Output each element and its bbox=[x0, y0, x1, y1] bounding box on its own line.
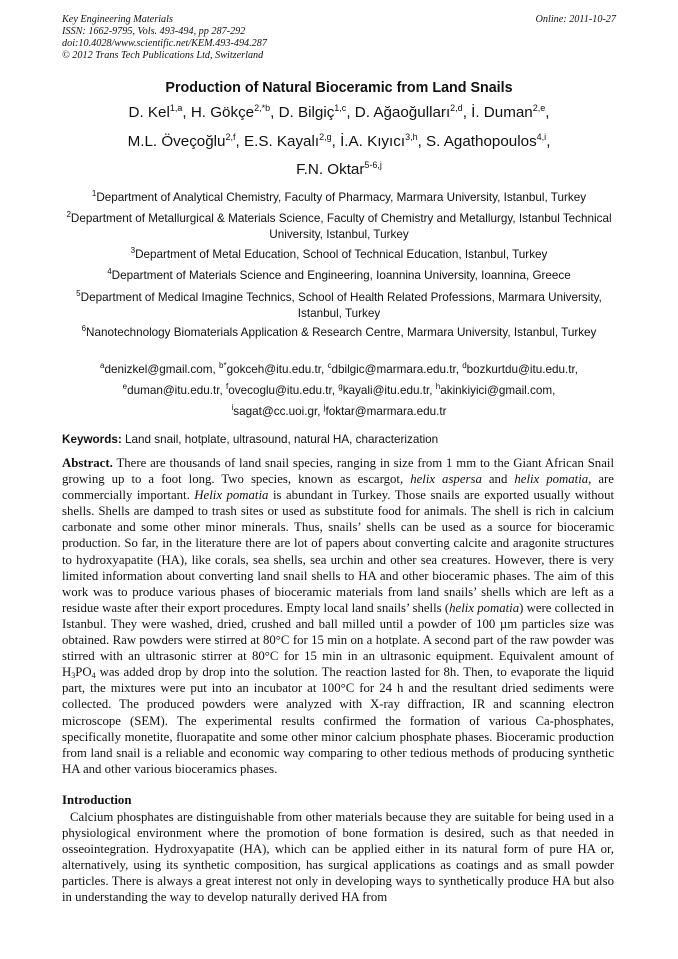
affiliation-text: Department of Materials Science and Engineering, Ioannina University, Ioannina, Greece bbox=[111, 269, 571, 282]
affiliation-text: Department of Analytical Chemistry, Faculty of Pharmacy, Marmara University, Istanbul, Turkey bbox=[96, 191, 587, 204]
online-date: Online: 2011-10-27 bbox=[535, 14, 616, 25]
author-name: H. Gökçe bbox=[190, 104, 255, 121]
email-sup: e bbox=[122, 382, 128, 391]
affiliation-2 bbox=[62, 211, 616, 242]
email-address[interactable]: gokceh@itu.edu.tr bbox=[226, 363, 321, 376]
email-sup: b* bbox=[219, 361, 227, 370]
email-address[interactable]: foktar@marmara.edu.tr bbox=[325, 405, 447, 418]
affiliation-sup: 6 bbox=[81, 324, 87, 333]
author-name: D. Kel bbox=[128, 104, 170, 121]
abstract-label: Abstract. bbox=[62, 456, 113, 470]
affiliation-4 bbox=[62, 268, 616, 284]
abstract-text: There are thousands of land snail species, ranging in size from 1 mm to the Giant African Snail growing up to a foot long. Two species, known as escargot, bbox=[62, 456, 614, 487]
journal-header bbox=[62, 14, 616, 62]
affiliation-6 bbox=[62, 325, 616, 341]
affiliation-1 bbox=[62, 190, 616, 206]
abstract-text: is abundant in Turkey. Those snails are exported usually without shells. Shells are damped to trash sites or used as substitute food for animals. The shell is rich in calcium carbonate and some other minor minerals. Thus, snails’ shells can be used as a source for bioceramic production. So far, in the literature there are lot of papers about converting calcite and aragonite structures to hydroxyapatite (HA), like corals, sea shells, sea urchin and other sea creatures. However, there is very limited information about converting land snail shells to HA and other bioceramic phases. The aim of this work was to produce various phases of bioceramic materials from land snails’ shells which are left as a residue waste after their export procedures. Empty local land snails’ shells ( bbox=[62, 488, 615, 615]
introduction-heading: Introduction bbox=[62, 793, 132, 807]
abstract-text: and bbox=[488, 472, 508, 487]
author-name: D. Ağaoğulları bbox=[354, 104, 451, 121]
email-sup: j bbox=[323, 403, 326, 412]
email-sup: f bbox=[226, 382, 229, 391]
author-sup: 2,*b bbox=[254, 103, 271, 113]
affiliation-3 bbox=[62, 247, 616, 263]
affiliation-sup: 5 bbox=[76, 289, 81, 298]
affiliation-sup: 1 bbox=[91, 189, 97, 198]
email-address[interactable]: kayali@itu.edu.tr bbox=[342, 384, 430, 397]
author-sup: 3,h bbox=[405, 132, 418, 142]
author-sup: 2,f bbox=[225, 132, 236, 142]
email-address[interactable]: ovecoglu@itu.edu.tr bbox=[228, 384, 332, 397]
author-sup: 2,e bbox=[532, 103, 546, 113]
author-name: E.S. Kayalı bbox=[243, 133, 320, 150]
affiliation-5 bbox=[62, 290, 616, 321]
email-address[interactable]: duman@itu.edu.tr bbox=[127, 384, 220, 397]
email-line-3: $^i$sagat@cc.uoi.gr, $^j$foktar@marmara.edu.tr bbox=[231, 403, 447, 418]
email-sup: c bbox=[327, 361, 332, 370]
abstract bbox=[62, 455, 614, 777]
author-line-1: D. Kel$^{1,a}$, H. Gökçe$^{2,*b}$, D. Bilgiç$^{1,c}$, D. Ağaoğulları$^{2,d}$, İ. Duman$^{2,e}$, bbox=[128, 103, 550, 121]
affiliation-text: Department of Metal Education, School of Technical Education, Istanbul, Turkey bbox=[135, 248, 548, 261]
author-sup: 2,d bbox=[450, 103, 463, 113]
author-name: D. Bilgiç bbox=[278, 104, 335, 121]
abstract-text: PO bbox=[75, 665, 92, 680]
journal-doi: doi:10.4028/www.scientific.net/KEM.493-494.287 bbox=[62, 38, 267, 49]
email-line-1: $^a$denizkel@gmail.com, $^{b*}$gokceh@itu.edu.tr, $^c$dbilgic@marmara.edu.tr, $^d$bozkurtdu@itu.edu.tr, bbox=[100, 361, 578, 376]
formula-subscript: 3 bbox=[71, 671, 76, 681]
email-sup: a bbox=[100, 361, 105, 370]
email-sup: h bbox=[435, 382, 441, 391]
author-sup: 1,c bbox=[334, 103, 347, 113]
author-sup: 1,a bbox=[169, 103, 183, 113]
affiliation-sup: 4 bbox=[107, 267, 112, 276]
author-name: M.L. Öveçoğlu bbox=[127, 133, 226, 150]
author-name: İ. Duman bbox=[471, 104, 533, 121]
author-sup: 4,i bbox=[536, 132, 547, 142]
email-address[interactable]: bozkurtdu@itu.edu.tr bbox=[466, 363, 575, 376]
affiliation-text: Department of Metallurgical & Materials Science, Faculty of Chemistry and Metallurgy, Istanbul Technical University, Istanbul, Turkey bbox=[70, 212, 612, 241]
affiliation-text: Nanotechnology Biomaterials Application & Research Centre, Marmara University, Istanbul, Turkey bbox=[86, 326, 597, 339]
abstract-italic: helix pomatia bbox=[514, 472, 589, 487]
abstract-italic: helix pomatia bbox=[449, 600, 520, 615]
affiliation-sup: 2 bbox=[66, 210, 71, 219]
author-name: S. Agathopoulos bbox=[426, 133, 537, 150]
abstract-text: was added drop by drop into the solution. The reaction lasted for 8h. Then, to evaporate the liquid part, the mixtures were put into an incubator at 100°C for 24 h and the resultant dried sediments were collected. The produced powders were analyzed with X-ray diffraction, IR and scanning electron microscope (SEM). The experimental results confirmed the formation of various Ca-phosphates, specifically monetite, fluorapatite and some other minor calcium phosphate phases. Bioceramic production from land snail is a reliable and economic way comparing to other tedious methods of producing synthetic HA and other various bioceramics phases. bbox=[62, 665, 614, 776]
author-name: İ.A. Kıyıcı bbox=[340, 133, 406, 150]
abstract-text: , are commercially important. bbox=[62, 472, 614, 503]
author-sup: 2,g bbox=[319, 132, 332, 142]
author-name: F.N. Oktar bbox=[296, 161, 365, 178]
keywords-label: Keywords: bbox=[62, 433, 122, 446]
author-line-3 bbox=[40, 161, 638, 178]
affiliation-text: Department of Medical Imagine Technics, School of Health Related Professions, Marmara University, Istanbul, Turkey bbox=[80, 291, 602, 320]
paper-title: Production of Natural Bioceramic from Land Snails bbox=[165, 80, 513, 96]
email-sup: g bbox=[338, 382, 343, 391]
journal-name: Key Engineering Materials bbox=[62, 14, 173, 25]
abstract-text: ) were collected in Istanbul. They were washed, dried, crushed and ball milled until a powder of 100 µm particles size was obtained. Raw powders were stirred at 80°C for 15 min on a hotplate. A second part of the raw powder was stirred with an ultrasonic stirrer at 80°C for 15 min in an ultrasonic equipment. Equivalent amount of H bbox=[62, 600, 615, 680]
email-address[interactable]: denizkel@gmail.com bbox=[104, 363, 213, 376]
abstract-italic: helix aspersa bbox=[410, 472, 482, 487]
keywords-text: Land snail, hotplate, ultrasound, natural HA, characterization bbox=[125, 433, 439, 446]
abstract-italic: Helix pomatia bbox=[194, 488, 269, 503]
email-address[interactable]: dbilgic@marmara.edu.tr bbox=[331, 363, 456, 376]
keywords bbox=[62, 433, 616, 446]
email-address[interactable]: sagat@cc.uoi.gr bbox=[233, 405, 318, 418]
journal-issn: ISSN: 1662-9795, Vols. 493-494, pp 287-292 bbox=[62, 26, 246, 37]
email-sup: d bbox=[462, 361, 467, 370]
formula-subscript: 4 bbox=[91, 671, 96, 681]
affiliation-sup: 3 bbox=[130, 246, 136, 255]
author-line-2: M.L. Öveçoğlu$^{2,f}$, E.S. Kayalı$^{2,g}$, İ.A. Kıyıcı$^{3,h}$, S. Agathopoulos$^{4,i}$, bbox=[127, 132, 551, 150]
email-address[interactable]: akinkiyici@gmail.com bbox=[440, 384, 553, 397]
email-sup: i bbox=[231, 403, 234, 412]
journal-copyright: © 2012 Trans Tech Publications Ltd, Switzerland bbox=[62, 50, 264, 61]
author-sup: 5-6,j bbox=[364, 160, 382, 170]
email-line-2: $^e$duman@itu.edu.tr, $^f$ovecoglu@itu.edu.tr, $^g$kayali@itu.edu.tr, $^h$akinkiyici@gmail.com, bbox=[122, 382, 556, 397]
introduction-text: Calcium phosphates are distinguishable from other materials because they are suitable for being used in a physiological environment where the promotion of bone formation is desired, such as that needed in osseointegration. Hydroxyapatite (HA), which can be applied either in its natural form of pure HA or, alternatively, using its synthetic composition, has surgical applications as coatings and as small powder particles. There is always a great interest not only in developing ways to synthetically produce HA but also in understanding the way to develop naturally derived HA from bbox=[62, 810, 614, 905]
